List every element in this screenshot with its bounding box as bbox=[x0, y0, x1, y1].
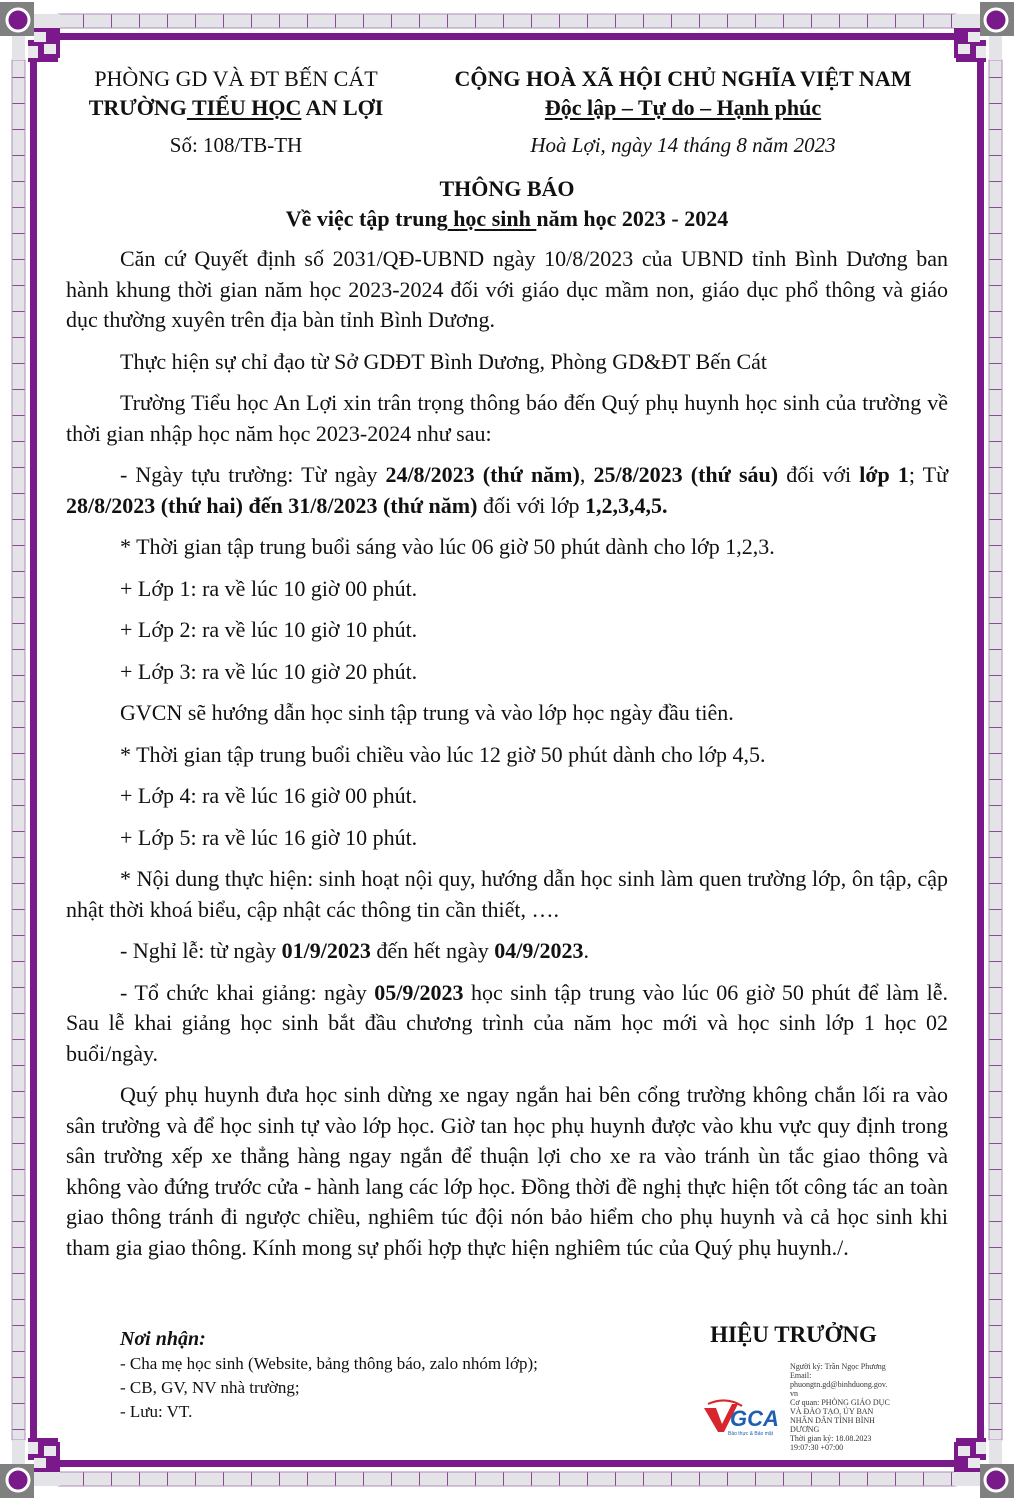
svg-text:GCA: GCA bbox=[730, 1406, 779, 1431]
grade-2-dismissal: + Lớp 2: ra về lúc 10 giờ 10 phút. bbox=[120, 617, 418, 642]
morning-schedule: * Thời gian tập trung buổi sáng vào lúc 06 giờ 50 phút dành cho lớp 1,2,3. bbox=[120, 534, 775, 559]
document-page bbox=[66, 58, 949, 1452]
issuer-school bbox=[66, 93, 406, 122]
signer-agency: Cơ quan: PHÒNG GIÁO DỤC VÀ ĐÀO TẠO, ỦY BAN NHÂN DÂN TỈNH BÌNH DƯƠNG bbox=[790, 1398, 890, 1434]
email-label: Email: bbox=[790, 1371, 812, 1380]
title-main: THÔNG BÁO bbox=[439, 176, 575, 201]
afternoon-schedule: * Thời gian tập trung buổi chiều vào lúc 12 giờ 50 phút dành cho lớp 4,5. bbox=[120, 741, 766, 767]
corner-ornament-bottom-right bbox=[954, 1438, 1014, 1498]
issuer-agency: PHÒNG GD VÀ ĐT BẾN CÁT bbox=[94, 66, 378, 91]
issuer-block bbox=[66, 64, 406, 160]
national-heading bbox=[418, 64, 948, 160]
corner-ornament-top-right bbox=[954, 2, 1014, 62]
subject-part: Về việc tập trung bbox=[285, 206, 448, 231]
signature-details bbox=[790, 1362, 890, 1452]
recipients-block bbox=[120, 1326, 680, 1424]
signer-role: HIỆU TRƯỞNG bbox=[710, 1322, 877, 1347]
subject-part: năm học 2023 - 2024 bbox=[536, 206, 729, 231]
digital-signature-stamp bbox=[702, 1362, 942, 1454]
paragraph-announcement: Trường Tiểu học An Lợi xin trân trọng thông báo đến Quý phụ huynh học sinh của trường về thời gian nhập học năm học 2023-2024 như sau: bbox=[66, 390, 948, 446]
recipient-item: - CB, GV, NV nhà trường; bbox=[120, 1378, 300, 1397]
nation-name: CỘNG HOÀ XÃ HỘI CHỦ NGHĨA VIỆT NAM bbox=[454, 66, 912, 91]
activities-content: * Nội dung thực hiện: sinh hoạt nội quy, hướng dẫn học sinh làm quen trường lớp, ôn tập, cập nhật thời khoá biểu, cập nhật các thông tin cần thiết, …. bbox=[66, 866, 948, 922]
recipient-item: - Lưu: VT. bbox=[120, 1402, 193, 1421]
signed-time: Thời gian ký: 18.08.2023 19:07:30 +07:00 bbox=[790, 1434, 872, 1452]
national-motto: Độc lập – Tự do – Hạnh phúc bbox=[544, 95, 822, 120]
school-name-part: TRƯỜNG bbox=[88, 95, 187, 120]
signer-name: Người ký: Trần Ngọc Phương bbox=[790, 1362, 886, 1371]
svg-text:Bảo thực & Bảo mật: Bảo thực & Bảo mật bbox=[728, 1431, 774, 1437]
signature-block bbox=[696, 1322, 946, 1452]
corner-ornament-top-left bbox=[0, 2, 60, 62]
document-title bbox=[66, 174, 948, 234]
school-name-part: AN LỢI bbox=[301, 95, 384, 120]
document-number: Số: 108/TB-TH bbox=[169, 133, 303, 157]
recipient-item: - Cha mẹ học sinh (Website, bảng thông báo, zalo nhóm lớp); bbox=[120, 1354, 538, 1373]
paragraph-legal-basis: Căn cứ Quyết định số 2031/QĐ-UBND ngày 10/8/2023 của UBND tỉnh Bình Dương ban hành khung thời gian năm học 2023-2024 đối với giáo dục mầm non, giáo dục phổ thông và giáo dục thường xuyên trên địa bàn tỉnh Bình Dương. bbox=[66, 246, 948, 332]
grade-3-dismissal: + Lớp 3: ra về lúc 10 giờ 20 phút. bbox=[120, 658, 418, 684]
grade-5-dismissal: + Lớp 5: ra về lúc 16 giờ 10 phút. bbox=[120, 824, 418, 850]
opening-ceremony: - Tổ chức khai giảng: ngày 05/9/2023 học sinh tập trung vào lúc 06 giờ 50 phút để làm lễ. Sau lễ khai giảng học sinh bắt đầu chương trình của năm học mới và học sinh lớp 1 học 02 buổi/ngày. bbox=[66, 979, 949, 1066]
signer-email: phuongtn.gd@binhduong.gov.vn bbox=[790, 1380, 888, 1398]
grade-4-dismissal: + Lớp 4: ra về lúc 16 giờ 00 phút. bbox=[120, 783, 418, 808]
paragraph-direction: Thực hiện sự chỉ đạo từ Sở GDĐT Bình Dương, Phòng GD&ĐT Bến Cát bbox=[120, 348, 768, 374]
document-body bbox=[66, 244, 948, 1263]
parents-request: Quý phụ huynh đưa học sinh dừng xe ngay ngắn hai bên cổng trường không chắn lối ra vào sân trường và để học sinh tự vào lớp học. Giờ tan học phụ huynh được vào khu vực quy định trong sân trường xếp xe thẳng hàng ngay ngắn để thuận lợi cho xe ra vào tránh ùn tắc giao thông và không vào đứng trước cửa - hành lang các lớp học. Đồng thời đề nghị thực hiện tốt công tác an toàn giao thông tránh đi ngược chiều, nghiêm túc đội nón bảo hiểm cho phụ huynh và cả học sinh khi tham gia giao thông. Kính mong sự phối hợp thực hiện nghiêm túc của Quý phụ huynh./. bbox=[66, 1082, 948, 1260]
place-date: Hoà Lợi, ngày 14 tháng 8 năm 2023 bbox=[530, 133, 836, 157]
paragraph-opening-days: - Ngày tựu trường: Từ ngày 24/8/2023 (thứ năm), 25/8/2023 (thứ sáu) đối với lớp 1; Từ 28/8/2023 (thứ hai) đến 31/8/2023 (thứ năm) đối với lớp 1,2,3,4,5. bbox=[66, 462, 949, 518]
title-subject bbox=[66, 204, 948, 234]
grade-1-dismissal: + Lớp 1: ra về lúc 10 giờ 00 phút. bbox=[120, 575, 418, 601]
recipients-heading: Nơi nhận: bbox=[120, 1328, 206, 1350]
corner-ornament-bottom-left bbox=[0, 1438, 60, 1498]
subject-part-underlined: học sinh bbox=[447, 206, 537, 231]
homeroom-note: GVCN sẽ hướng dẫn học sinh tập trung và vào lớp học ngày đầu tiên. bbox=[120, 700, 734, 725]
vgca-logo-icon bbox=[702, 1398, 790, 1438]
school-name-part-underlined: TIỂU HỌC bbox=[186, 95, 302, 120]
holiday-note: - Nghỉ lễ: từ ngày 01/9/2023 đến hết ngày 04/9/2023. bbox=[120, 938, 589, 963]
